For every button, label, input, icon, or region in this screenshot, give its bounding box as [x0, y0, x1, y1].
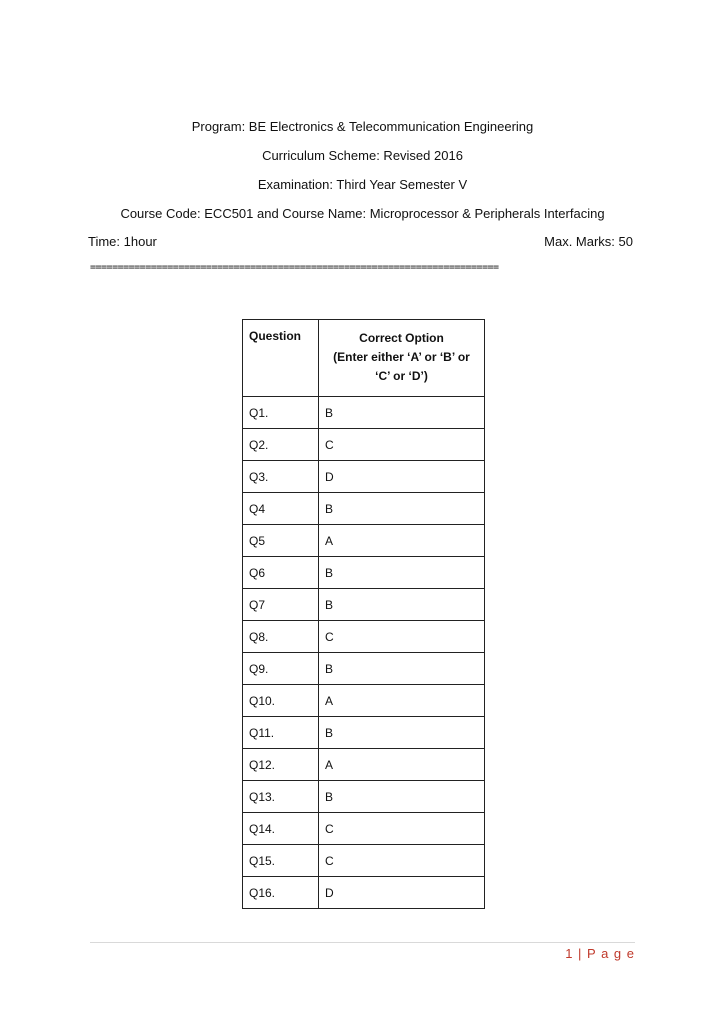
question-number-cell: Q5: [243, 525, 319, 557]
table-row: [243, 845, 485, 877]
question-number-cell: Q11.: [243, 717, 319, 749]
correct-option-cell: C: [319, 813, 485, 845]
question-number-cell: Q15.: [243, 845, 319, 877]
correct-option-cell: D: [319, 461, 485, 493]
max-marks: Max. Marks: 50: [544, 234, 633, 249]
table-row: [243, 781, 485, 813]
table-row: [243, 621, 485, 653]
question-number-cell: Q6: [243, 557, 319, 589]
correct-option-cell: B: [319, 717, 485, 749]
correct-option-cell: C: [319, 429, 485, 461]
correct-option-cell: A: [319, 685, 485, 717]
question-number-cell: Q1.: [243, 397, 319, 429]
correct-option-cell: B: [319, 557, 485, 589]
correct-option-cell: D: [319, 877, 485, 909]
question-number-cell: Q7: [243, 589, 319, 621]
exam-time: Time: 1hour: [88, 234, 157, 249]
question-number-cell: Q3.: [243, 461, 319, 493]
correct-option-cell: A: [319, 749, 485, 781]
option-column-title: Correct Option: [359, 331, 444, 345]
question-number-cell: Q2.: [243, 429, 319, 461]
question-number-cell: Q14.: [243, 813, 319, 845]
option-column-hint-2: ‘C’ or ‘D’): [375, 369, 428, 383]
correct-option-cell: B: [319, 781, 485, 813]
question-number-cell: Q16.: [243, 877, 319, 909]
question-number-cell: Q12.: [243, 749, 319, 781]
curriculum-scheme: Curriculum Scheme: Revised 2016: [262, 148, 463, 163]
table-row: [243, 877, 485, 909]
table-row: [243, 813, 485, 845]
answer-table-body: [243, 397, 485, 909]
answer-table: [242, 319, 485, 909]
correct-option-cell: A: [319, 525, 485, 557]
question-number-cell: Q10.: [243, 685, 319, 717]
correct-option-cell: B: [319, 493, 485, 525]
table-row: [243, 717, 485, 749]
table-row: [243, 525, 485, 557]
answer-table-header: [243, 320, 485, 397]
correct-option-cell: B: [319, 397, 485, 429]
program-title: Program: BE Electronics & Telecommunication Engineering: [191, 119, 534, 134]
table-row: [243, 493, 485, 525]
table-row: [243, 685, 485, 717]
table-row: [243, 653, 485, 685]
separator-line: ==========================================================================: [90, 262, 499, 273]
correct-option-cell: B: [319, 589, 485, 621]
table-row: [243, 589, 485, 621]
page-number: 1 | P a g e: [565, 946, 635, 961]
course-title: Course Code: ECC501 and Course Name: Microprocessor & Peripherals Interfacing: [120, 206, 605, 221]
table-row: [243, 557, 485, 589]
table-row: [243, 461, 485, 493]
table-row: [243, 429, 485, 461]
footer-divider: [90, 942, 635, 943]
question-number-cell: Q4: [243, 493, 319, 525]
option-column-hint-1: (Enter either ‘A’ or ‘B’ or: [333, 350, 470, 364]
correct-option-cell: B: [319, 653, 485, 685]
question-number-cell: Q8.: [243, 621, 319, 653]
table-row: [243, 397, 485, 429]
question-number-cell: Q9.: [243, 653, 319, 685]
question-column-header: Question: [243, 320, 319, 397]
question-number-cell: Q13.: [243, 781, 319, 813]
examination-title: Examination: Third Year Semester V: [257, 177, 468, 192]
correct-option-cell: C: [319, 621, 485, 653]
option-column-header: [319, 320, 485, 397]
table-row: [243, 749, 485, 781]
correct-option-cell: C: [319, 845, 485, 877]
